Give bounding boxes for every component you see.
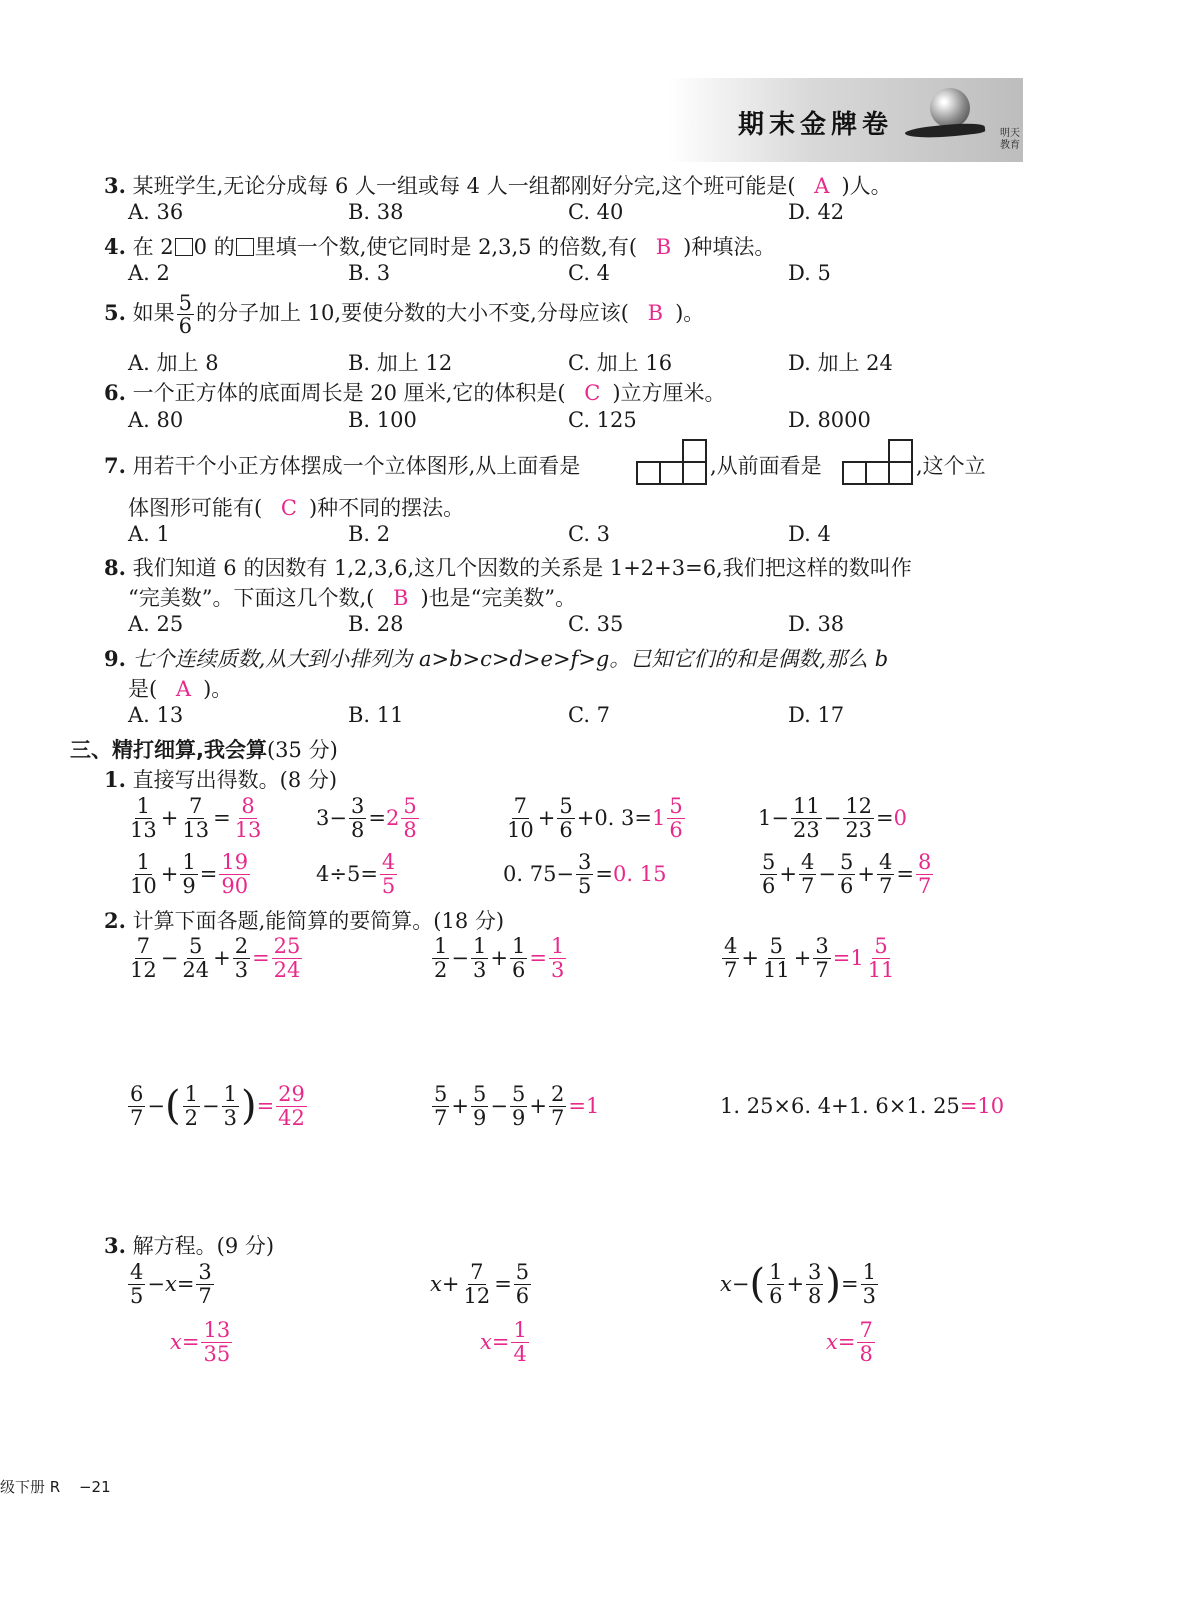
calc-e: $\frac{1}{10}$ + $\frac{1}{9}$ = $\frac{19}{90}$ — [130, 850, 249, 898]
blank-box — [236, 238, 254, 256]
calc-a: $\frac{1}{13}$ + $\frac{7}{13}$ = $\frac{8}{13}$ — [130, 794, 262, 842]
question-9-line1: 9. 七个连续质数,从大到小排列为 a>b>c>d>e>f>g。已知它们的和是偶数,那么 b — [104, 646, 889, 671]
question-5: 5. 如果 $\frac{5}{6}$ 的分子加上 10,要使分数的大小不变,分母应该( B )。 — [104, 291, 705, 339]
question-3: 3. 某班学生,无论分成每 6 人一组或每 4 人一组都刚好分完,这个班可能是( A )人。 — [104, 173, 892, 198]
simp-f: 1. 25×6. 4+1. 6×1. 25 = 10 — [720, 1094, 1005, 1118]
simp-a: $\frac{7}{12}$ − $\frac{5}{24}$ + $\frac{2}{3}$ = $\frac{25}{24}$ — [130, 934, 301, 982]
question-7-mid: ,从前面看是 — [710, 454, 822, 478]
calc-h: $\frac{5}{6}$ + $\frac{4}{7}$ − $\frac{5}{6}$ + $\frac{4}{7}$ = $\frac{8}{7}$ — [762, 850, 932, 898]
page-number: −21 — [78, 1478, 111, 1496]
calc-f: 4÷5= $\frac{4}{5}$ — [316, 850, 396, 898]
answer: A — [814, 174, 830, 198]
fraction: $\frac{5}{6}$ — [178, 291, 192, 339]
simp-e: $\frac{5}{7}$ + $\frac{5}{9}$ − $\frac{5}{9}$ + $\frac{2}{7}$ = 1 — [434, 1082, 600, 1130]
question-6: 6. 一个正方体的底面周长是 20 厘米,它的体积是( C )立方厘米。 — [104, 380, 726, 405]
front-view-figure — [842, 438, 916, 486]
answer: $\frac{1}{3}$ — [550, 934, 565, 982]
part-2-title: 2. 计算下面各题,能简算的要简算。(18 分) — [104, 908, 505, 933]
logo-text: 明天 教育 — [1000, 128, 1020, 151]
answer: A — [175, 677, 192, 701]
answer: $\frac{8}{13}$ — [234, 794, 262, 842]
calc-g: 0. 75− $\frac{3}{5}$ = 0. 15 — [503, 850, 667, 898]
question-9-line2: 是( A )。 — [128, 677, 233, 701]
answer: 1 $\frac{5}{6}$ — [651, 794, 683, 842]
answer: 1 — [585, 1094, 600, 1118]
answer: 0. 15 — [613, 862, 667, 886]
answer: C — [280, 496, 297, 520]
answer: C — [584, 381, 601, 405]
simp-c: $\frac{4}{7}$ + $\frac{5}{11}$ + $\frac{3}{7}$ = 1 $\frac{5}{11}$ — [720, 930, 898, 986]
header-title: 期末金牌卷 — [738, 110, 894, 140]
equation-c-answer: x= $\frac{7}{8}$ — [826, 1318, 873, 1366]
equation-a-answer: x= $\frac{13}{35}$ — [170, 1318, 231, 1366]
answer: $\frac{29}{42}$ — [278, 1082, 305, 1130]
equation-a: $\frac{4}{5}$ −x= $\frac{3}{7}$ — [130, 1260, 212, 1308]
answer: B — [393, 586, 409, 610]
answer: 10 — [977, 1094, 1005, 1118]
question-4: 4. 在 2 0 的 里填一个数,使它同时是 2,3,5 的倍数,有( B )种填法。 — [104, 234, 776, 259]
blank-box — [175, 238, 193, 256]
answer: 0 — [893, 806, 908, 830]
question-8-line1: 8. 我们知道 6 的因数有 1,2,3,6,这几个因数的关系是 1+2+3=6,我们把这样的数叫作 — [104, 555, 912, 580]
answer: 1 $\frac{5}{11}$ — [850, 934, 895, 982]
top-view-figure — [636, 438, 710, 486]
part-1-title: 1. 直接写出得数。(8 分) — [104, 767, 338, 792]
equation-b-answer: x= $\frac{1}{4}$ — [480, 1318, 527, 1366]
equation-b: x+ $\frac{7}{12}$ = $\frac{5}{6}$ — [430, 1260, 530, 1308]
part-3-title: 3. 解方程。(9 分) — [104, 1233, 275, 1258]
answer: 2 $\frac{5}{8}$ — [385, 794, 417, 842]
calc-d: 1− $\frac{11}{23}$ − $\frac{12}{23}$ = 0 — [758, 794, 908, 842]
answer: $\frac{25}{24}$ — [273, 934, 301, 982]
calc-c: $\frac{7}{10}$ + $\frac{5}{6}$ +0. 3= 1 $\frac{5}{6}$ — [503, 790, 687, 846]
answer: $\frac{8}{7}$ — [917, 850, 932, 898]
answer: B — [647, 301, 664, 326]
simp-b: $\frac{1}{2}$ − $\frac{1}{3}$ + $\frac{1}{6}$ = $\frac{1}{3}$ — [434, 934, 565, 982]
answer: $\frac{4}{5}$ — [381, 850, 396, 898]
question-7-line2: 体图形可能有( C )种不同的摆法。 — [128, 496, 465, 520]
section-3-title: 三、精打细算,我会算(35 分) — [70, 738, 338, 762]
question-7-line1: 7. 用若干个小正方体摆成一个立体图形,从上面看是 — [104, 453, 581, 478]
answer: $\frac{19}{90}$ — [221, 850, 249, 898]
answer: B — [655, 235, 672, 259]
question-8-line2: “完美数”。下面这几个数,( B )也是“完美数”。 — [128, 586, 577, 610]
logo-ball-icon — [930, 88, 970, 128]
simp-d: $\frac{6}{7}$ − ( $\frac{1}{2}$ − $\frac{1}{3}$ ) = $\frac{29}{42}$ — [130, 1082, 305, 1130]
question-7-tail: ,这个立 — [916, 454, 986, 478]
calc-b: 3− $\frac{3}{8}$ = 2 $\frac{5}{8}$ — [316, 790, 421, 846]
equation-c: x− ( $\frac{1}{6}$ + $\frac{3}{8}$ ) = $\frac{1}{3}$ — [720, 1260, 877, 1308]
footer: 级下册 R −21 — [0, 1478, 111, 1496]
